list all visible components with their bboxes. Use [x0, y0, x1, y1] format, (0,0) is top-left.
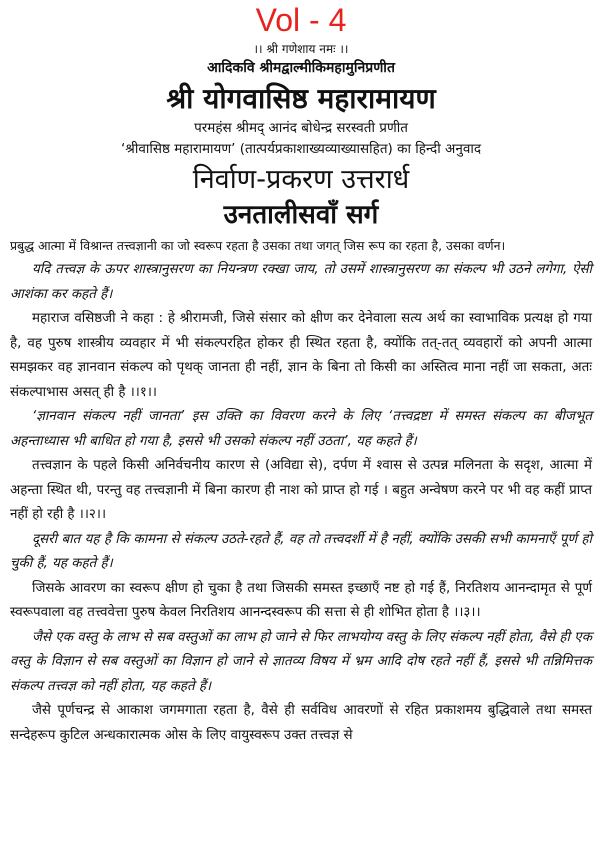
paragraph: ‘ज्ञानवान संकल्प नहीं जानता’ इस उक्ति का विवरण करने के लिए ‘तत्त्वद्रष्टा में समस्त संकल्प का बीजभूत अहन्ताध्यास भी बाधित हो गया है, इससे भी उसको संकल्प नहीं उठता’, यह कहते हैं।: [10, 409, 592, 449]
body-text: [10, 258, 592, 748]
paragraph: जैसे एक वस्तु के लाभ से सब वस्तुओं का लाभ हो जाने से फिर लाभयोग्य वस्तु के लिए संकल्प नहीं होता, वैसे ही एक वस्तु के विज्ञान से सब वस्तुओं का विज्ञान हो जाने से ज्ञातव्य विषय में भ्रम आदि दोष रहते नहीं हैं, इससे भी तन्निमित्तक संकल्प तत्त्वज्ञ को नहीं होता, यह कहते हैं।: [10, 629, 592, 694]
paragraph: दूसरी बात यह है कि कामना से संकल्प उठते-रहते हैं, वह तो तत्त्वदर्शी में है नहीं, क्योंकि उसकी सभी कामनाएँ पूर्ण हो चुकी हैं, यह कहते हैं।: [10, 531, 592, 571]
document-page: [0, 2, 600, 868]
paragraph: जैसे पूर्णचन्द्र से आकाश जगमगाता रहता है, वैसे ही सर्वविध आवरणों से रहित प्रकाशमय बुद्धिवाले तथा समस्त सन्देहरूप कुटिल अन्धकारात्मक ओस के लिए वायुस्वरूप उक्त तत्त्वज्ञ से: [10, 703, 592, 743]
invocation: ।। श्री गणेशाय नमः ।।: [253, 42, 349, 56]
main-title: श्री योगवासिष्ठ महारामायण: [166, 82, 436, 115]
paragraph: महाराज वसिष्ठजी ने कहा : हे श्रीरामजी, जिसे संसार को क्षीण कर देनेवाला सत्य अर्थ का स्वाभाविक प्रत्यक्ष हो गया है, वह पुरुष शास्त्रीय व्यवहार में भी संकल्परहित होकर ही स्थित रहता है, क्योंकि तत्-तत् व्यवहारों को अपनी आत्मा समझकर वह ज्ञानवान संकल्प को पृथक् जानता ही नहीं, ज्ञान के बिना तो किसी का अस्तित्व माना नहीं जा सकता, अतः संकल्पाभास असत् ही है ।।१।।: [10, 311, 592, 400]
paragraph: तत्त्वज्ञान के पहले किसी अनिर्वचनीय कारण से (अविद्या से), दर्पण में श्वास से उत्पन्न मलिनता के सदृश, आत्मा में अहन्ता स्थित थी, परन्तु वह तत्त्वज्ञानी में बिना कारण ही नाश को प्राप्त हो गई । बहुत अन्वेषण करने पर भी वह कहीं प्राप्त नहीं हो रही है ।।२।।: [10, 458, 592, 522]
chapter-summary: प्रबुद्ध आत्मा में विश्रान्त तत्त्वज्ञानी का जो स्वरूप रहता है उसका तथा जगत् जिस रूप का रहता है, उसका वर्णन।: [10, 238, 506, 253]
section-title: निर्वाण-प्रकरण उत्तरार्ध: [192, 164, 410, 195]
translation-line: ‘श्रीवासिष्ठ महारामायण’ (तात्पर्यप्रकाशाख्यव्याख्यासहित) का हिन्दी अनुवाद: [121, 141, 481, 157]
author-line: आदिकवि श्रीमद्वाल्मीकिमहामुनिप्रणीत: [207, 60, 395, 76]
translator-line: परमहंस श्रीमद् आनंद बोधेन्द्र सरस्वती प्रणीत: [194, 120, 408, 136]
paragraph: जिसके आवरण का स्वरूप क्षीण हो चुका है तथा जिसकी समस्त इच्छाएँ नष्ट हो गई हैं, निरतिशय आनन्दामृत से पूर्ण स्वरूपवाला वह तत्त्ववेत्ता पुरुष केवल निरतिशय आनन्दस्वरूप की सत्ता से ही शोभित होता है ।।३।।: [10, 580, 592, 620]
paragraph: यदि तत्त्वज्ञ के ऊपर शास्त्रानुसरण का नियन्त्रण रक्खा जाय, तो उसमें शास्त्रानुसरण का संकल्प भी उठने लगेगा, ऐसी आशंका कर कहते हैं।: [10, 262, 592, 302]
volume-label: Vol - 4: [255, 2, 347, 38]
chapter-title: उनतालीसवाँ सर्ग: [223, 200, 379, 230]
